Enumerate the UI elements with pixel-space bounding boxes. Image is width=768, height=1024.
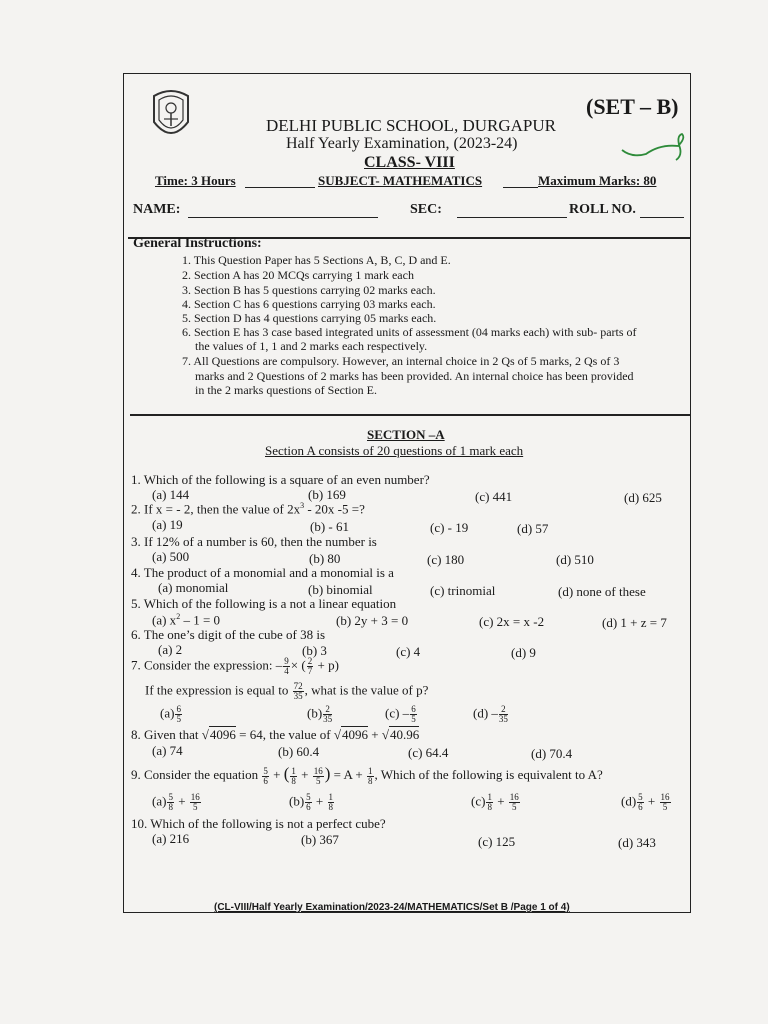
section-subtitle: Section A consists of 20 questions of 1 mark each: [265, 443, 524, 458]
name-field[interactable]: [188, 217, 378, 218]
numerator: 9: [284, 656, 289, 666]
fraction: [499, 705, 508, 724]
instruction-item: 5. Section D has 4 questions carrying 05 marks each.: [182, 311, 437, 325]
denominator: 8: [291, 775, 296, 786]
instruction-item: 2. Section A has 20 MCQs carrying 1 mark each: [182, 268, 414, 282]
option-a: (a) 74: [152, 743, 183, 758]
option-d: [621, 793, 672, 812]
exam-title: Half Yearly Examination, (2023-24): [286, 135, 518, 152]
option-b: (b) 3: [302, 643, 327, 658]
fraction: [305, 793, 312, 812]
instruction-item: in the 2 marks questions of Section E.: [195, 383, 377, 397]
question-9: 9. Consider the equation $\frac{5}{6}$ + ( $\frac{1}{8}$ + $\frac{16}{5}$ ) = A + $\frac{1}{8}$ , Which of the following is equivalent to A?: [131, 764, 603, 786]
question-7-condition: [145, 682, 428, 701]
q9-mid: = A +: [330, 767, 366, 782]
denominator: 35: [498, 714, 508, 724]
instruction-item: 3. Section B has 5 questions carrying 02 marks each.: [182, 283, 436, 297]
q8-pre: 8. Given that: [131, 727, 202, 742]
numerator: 72: [293, 681, 303, 691]
option-b: (b) 60.4: [278, 744, 320, 759]
option-label: (d) –: [473, 705, 498, 721]
option-a: [160, 705, 183, 724]
option-b: (b) - 61: [310, 519, 349, 534]
roll-field[interactable]: [640, 217, 684, 218]
plus-sign: +: [269, 767, 284, 782]
option-c: (c) 125: [478, 834, 516, 849]
sec-label: SEC:: [410, 202, 442, 217]
plus-sign: +: [368, 727, 382, 742]
denominator: 8: [328, 802, 334, 812]
denominator: 5: [662, 802, 668, 812]
instructions-title: General Instructions:: [133, 236, 262, 251]
roll-label: ROLL NO.: [569, 202, 636, 217]
numerator: 2: [307, 656, 313, 666]
q7-cond-post: , what is the value of p?: [304, 682, 429, 698]
option-b: (b) 2y + 3 = 0: [336, 613, 409, 628]
denominator: 4: [284, 666, 289, 676]
q5-a-post: – 1 = 0: [180, 612, 221, 628]
denominator: 6: [638, 802, 643, 812]
plus-sign: +: [297, 767, 312, 782]
question-8: [131, 727, 419, 743]
paren-open: (: [301, 657, 306, 673]
option-c: (c) 441: [475, 489, 513, 504]
page-border: [123, 73, 691, 913]
denominator: 5: [512, 802, 517, 812]
denominator: 7: [307, 666, 313, 676]
question-10: 10. Which of the following is not a perfect cube?: [131, 816, 386, 831]
denominator: 5: [176, 714, 181, 724]
meta-underline: [503, 187, 538, 188]
fraction: [328, 793, 335, 812]
option-d: (d) 510: [556, 552, 594, 567]
instruction-item: 4. Section C has 6 questions carrying 03 marks each.: [182, 297, 436, 311]
q5-a-sup: 2: [176, 612, 181, 621]
denominator: 8: [487, 802, 492, 812]
q2-pre: 2. If x = - 2, then the value of 2x: [131, 501, 301, 517]
option-b: (b) 367: [301, 832, 339, 847]
option-d: [473, 705, 509, 724]
option-d: (d) 9: [511, 645, 536, 660]
numerator: 2: [499, 705, 508, 715]
numerator: 1: [291, 765, 296, 776]
denominator: 5: [315, 775, 321, 786]
class-label: CLASS- VIII: [364, 154, 455, 171]
question-2: [131, 501, 365, 517]
fraction: [283, 657, 290, 676]
option-c: (c) - 19: [430, 520, 469, 535]
instruction-item: 7. All Questions are compulsory. However, an internal choice in 2 Qs of 5 marks, 2 Qs of 3: [182, 354, 620, 368]
question-4: 4. The product of a monomial and a monomial is a: [131, 565, 394, 580]
sec-field[interactable]: [457, 217, 567, 218]
q9-post: , Which of the following is equivalent to A?: [374, 767, 603, 782]
option-a: [152, 793, 202, 812]
question-1: 1. Which of the following is a square of an even number?: [131, 472, 430, 487]
sqrt-sign: √: [381, 727, 389, 742]
option-c: (c) 2x = x -2: [479, 614, 545, 629]
section-title: SECTION –A: [367, 427, 445, 442]
denominator: 35: [293, 691, 303, 701]
instruction-item: 6. Section E has 3 case based integrated units of assessment (04 marks each) with sub- parts of: [182, 325, 637, 339]
radicand: 4096: [209, 727, 236, 742]
q2-post: - 20x -5 =?: [304, 501, 365, 517]
numerator: 1: [368, 765, 373, 776]
option-d: (d) 343: [618, 835, 656, 850]
plus-sign: +: [644, 793, 659, 809]
numerator: 6: [176, 704, 181, 714]
option-a: [152, 612, 220, 628]
plus-sign: +: [493, 793, 508, 809]
page-footer: (CL-VIII/Half Yearly Examination/2023-24/MATHEMATICS/Set B /Page 1 of 4): [214, 902, 570, 913]
divider: [130, 414, 690, 416]
fraction: [307, 657, 314, 676]
option-a: (a) 144: [152, 487, 190, 502]
option-b: (b) 80: [309, 551, 341, 566]
school-logo-icon: [150, 86, 192, 146]
sqrt-sign: √: [201, 727, 209, 742]
numerator: 16: [660, 792, 670, 802]
denominator: 6: [306, 802, 311, 812]
fraction: [660, 793, 671, 812]
option-c: (c) 180: [427, 552, 465, 567]
fraction: [262, 767, 269, 786]
fraction: [190, 793, 201, 812]
option-c: (c) trinomial: [430, 583, 496, 598]
q8-mid: = 64, the value of: [235, 727, 334, 742]
option-c: [385, 705, 418, 724]
numerator: 16: [313, 765, 323, 776]
instruction-item: the values of 1, 1 and 2 marks each respectively.: [195, 339, 428, 353]
q7-cond-pre: If the expression is equal to: [145, 682, 292, 698]
option-a: (a) 216: [152, 831, 190, 846]
max-marks-label: Maximum Marks: 80: [538, 173, 657, 188]
fraction: [290, 767, 297, 786]
option-label: (c) –: [385, 705, 410, 721]
option-label: (b): [307, 705, 323, 721]
q2-sup: 3: [300, 501, 305, 510]
option-label: (b): [289, 793, 305, 809]
fraction: [293, 682, 304, 701]
fraction: [313, 767, 324, 786]
name-label: NAME:: [133, 202, 181, 217]
question-3: 3. If 12% of a number is 60, then the number is: [131, 534, 377, 549]
question-6: 6. The one’s digit of the cube of 38 is: [131, 627, 326, 642]
fraction: [323, 705, 332, 724]
plus-sign: +: [312, 793, 327, 809]
times-sign: ×: [290, 657, 299, 673]
q9-pre: 9. Consider the equation: [131, 767, 262, 782]
option-a: (a) 2: [158, 642, 183, 657]
option-label: (a): [160, 705, 175, 721]
fraction: [175, 705, 182, 724]
school-name: DELHI PUBLIC SCHOOL, DURGAPUR: [266, 116, 556, 135]
radicand: 4096: [342, 727, 368, 742]
question-7: [131, 657, 339, 676]
option-b: [307, 705, 333, 724]
numerator: 5: [306, 792, 311, 802]
numerator: 2: [323, 705, 332, 715]
fraction: [509, 793, 520, 812]
fraction: [167, 793, 174, 812]
numerator: 1: [328, 792, 334, 802]
denominator: 5: [193, 802, 198, 812]
instruction-item: marks and 2 Questions of 2 marks has been provided. An internal choice has been provided: [195, 369, 634, 383]
check-mark-icon: [620, 130, 692, 164]
option-a: (a) 19: [152, 517, 183, 532]
fraction: [367, 767, 374, 786]
numerator: 1: [487, 792, 492, 802]
q7-text: 7. Consider the expression:: [131, 657, 276, 673]
plus-sign: +: [174, 793, 189, 809]
denominator: 8: [368, 775, 373, 786]
numerator: 6: [411, 704, 416, 714]
option-b: (b) binomial: [308, 582, 373, 597]
option-a: (a) 500: [152, 549, 190, 564]
numerator: 5: [638, 792, 643, 802]
option-d: (d) 70.4: [531, 746, 573, 761]
option-a: (a) monomial: [158, 580, 229, 595]
radicand: 40.96: [389, 727, 420, 742]
option-c: [471, 793, 521, 812]
numerator: 16: [190, 792, 200, 802]
denominator: 8: [168, 802, 173, 812]
fraction: [637, 793, 644, 812]
fraction: [410, 705, 417, 724]
denominator: 35: [323, 714, 333, 724]
question-5: 5. Which of the following is a not a linear equation: [131, 596, 397, 611]
instruction-item: 1. This Question Paper has 5 Sections A, B, C, D and E.: [182, 253, 451, 267]
numerator: 16: [509, 792, 519, 802]
q5-a-pre: (a) x: [152, 612, 177, 628]
option-d: (d) 57: [517, 521, 549, 536]
denominator: 5: [411, 714, 416, 724]
option-d: (d) 625: [624, 490, 662, 505]
minus-sign: –: [275, 657, 283, 673]
option-c: (c) 4: [396, 644, 421, 659]
plus-p: + p): [314, 657, 339, 673]
subject-label: SUBJECT- MATHEMATICS: [318, 173, 483, 188]
option-label: (a): [152, 793, 167, 809]
numerator: 5: [263, 765, 268, 776]
meta-underline: [245, 187, 315, 188]
numerator: 5: [168, 792, 173, 802]
fraction: [486, 793, 493, 812]
option-c: (c) 64.4: [408, 745, 449, 760]
option-label: (d): [621, 793, 637, 809]
denominator: 6: [263, 775, 268, 786]
option-b: (b) 169: [308, 487, 346, 502]
sqrt-sign: √: [333, 727, 341, 742]
set-label: (SET – B): [586, 94, 679, 119]
time-label: Time: 3 Hours: [155, 173, 236, 188]
option-label: (c): [471, 793, 486, 809]
option-d: (d) none of these: [558, 584, 646, 599]
option-b: [289, 793, 335, 812]
option-d: (d) 1 + z = 7: [602, 615, 667, 630]
